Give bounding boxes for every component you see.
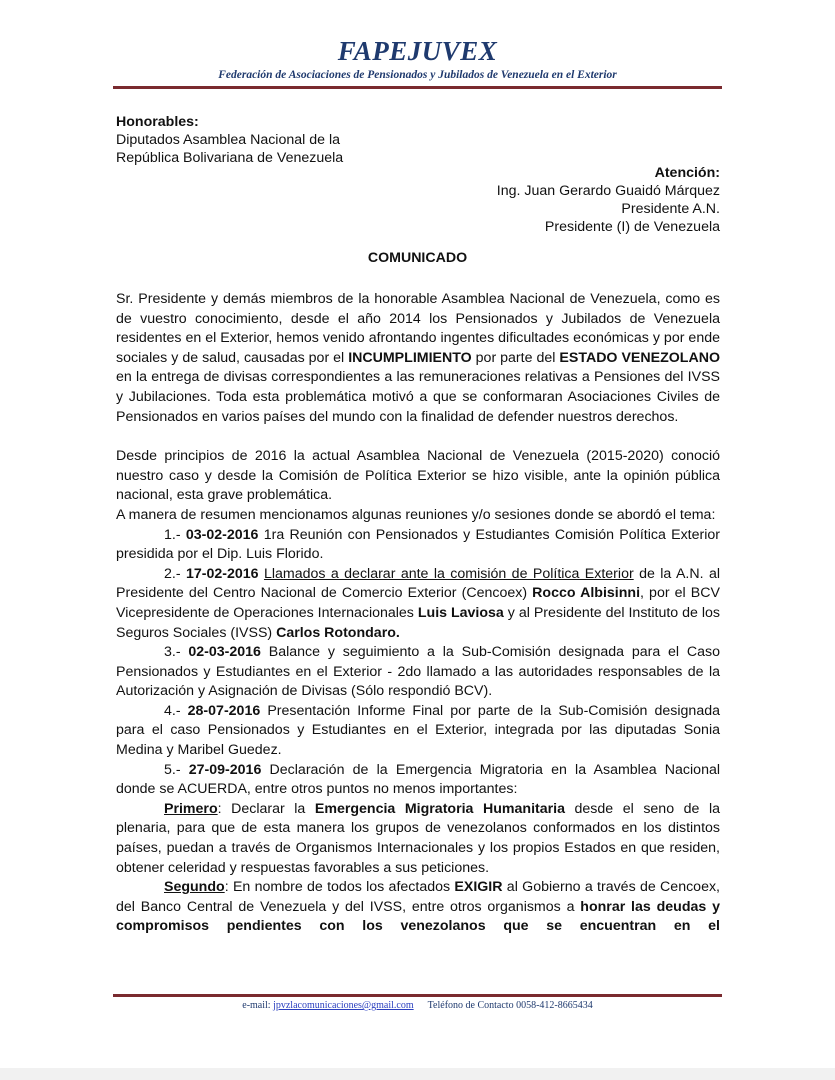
subpoint-primero: Primero: Declarar la Emergencia Migratoria Humanitaria desde el seno de la plenaria, para que de esta manera los grupos de venezolanos conformados en los distintos países, puedan a través de Organismos Internacionales y los propios Estados en que residen, obtener celeridad y respuestas favorables a sus peticiones. xyxy=(116,800,721,876)
letterhead-title: FAPEJUVEX xyxy=(337,36,498,66)
addressee xyxy=(116,113,720,167)
attention-role: Presidente (I) de Venezuela xyxy=(544,219,720,235)
document-title: COMUNICADO xyxy=(367,250,468,266)
footer-divider xyxy=(113,994,722,997)
list-item: 1.- 03-02-2016 1ra Reunión con Pensionados y Estudiantes Comisión Política Exterior presidida por el Dip. Luis Florido. xyxy=(116,526,720,563)
footer-email-link[interactable]: jpvzlacomunicaciones@gmail.com xyxy=(273,1000,414,1011)
scan-bottom-edge xyxy=(0,1068,835,1080)
addressee-line: República Bolivariana de Venezuela xyxy=(116,150,344,166)
list-item: 3.- 02-03-2016 Balance y seguimiento a la Sub-Comisión designada para el Caso Pensionados y Estudiantes en el Exterior - 2do llamado a las autoridades responsables de la Autorización y Asignación de Divisas (Sólo respondió BCV). xyxy=(116,644,720,700)
addressee-heading: Honorables: xyxy=(116,114,199,130)
footer-phone: Teléfono de Contacto 0058-412-8665434 xyxy=(427,1000,593,1011)
attention-name: Ing. Juan Gerardo Guaidó Márquez xyxy=(496,183,720,199)
list-item: 4.- 28-07-2016 Presentación Informe Final por parte de la Sub-Comisión designada para el caso Pensionados y Estudiantes en el Exterior, integrada por las diputadas Sonia Medina y Maribel Guedez. xyxy=(116,702,720,759)
paragraph: Sr. Presidente y demás miembros de la honorable Asamblea Nacional de Venezuela, como es de vuestro conocimiento, desde el año 2014 los Pensionados y Jubilados de Venezuela residentes en el Exterior, hemos venido afrontando ingentes dificultades económicas y por ende sociales y de salud, causadas por el INCUMPLIMIENTO por parte del ESTADO VENEZOLANO en la entrega de divisas correspondientes a las remuneraciones relativas a Pensiones del IVSS y Jubilaciones. Toda esta problemática motivó a que se conformaran Asociaciones Civiles de Pensionados en varios países del mundo con la finalidad de defender nuestros derechos. xyxy=(116,291,720,425)
document-body xyxy=(116,290,720,937)
attention-role: Presidente A.N. xyxy=(621,201,720,217)
list-item: 2.- 17-02-2016 Llamados a declarar ante la comisión de Política Exterior de la A.N. al Presidente del Centro Nacional de Comercio Exterior (Cencoex) Rocco Albisinni, por el BCV Vicepresidente de Operaciones Internacionales Luis Laviosa y al Presidente del Instituto de los Seguros Sociales (IVSS) Carlos Rotondaro. xyxy=(116,565,720,641)
addressee-line: Diputados Asamblea Nacional de la xyxy=(116,132,340,148)
footer xyxy=(0,1000,835,1011)
list-item: 5.- 27-09-2016 Declaración de la Emergencia Migratoria en la Asamblea Nacional donde se ACUERDA, entre otros puntos no menos importantes: xyxy=(116,761,721,798)
paragraph: Desde principios de 2016 la actual Asamblea Nacional de Venezuela (2015-2020) conoció nuestro caso y desde la Comisión de Política Exterior se hizo visible, ante la opinión pública nacional, esta grave problemática. xyxy=(116,448,720,504)
subpoint-segundo: Segundo: En nombre de todos los afectados EXIGIR al Gobierno a través de Cencoex, del Banco Central de Venezuela y del IVSS, entre otros organismos a honrar las deudas y compromisos pendientes con los venezolanos que se encuentran en el xyxy=(116,879,720,935)
letterhead-subtitle: Federación de Asociaciones de Pensionados y Jubilados de Venezuela en el Exterior xyxy=(218,69,617,81)
footer-email-label: e-mail: xyxy=(242,1000,274,1011)
header-divider xyxy=(113,86,722,89)
attention-block xyxy=(497,164,720,236)
attention-heading: Atención: xyxy=(654,165,720,181)
paragraph: A manera de resumen mencionamos algunas reuniones y/o sesiones donde se abordó el tema: xyxy=(116,506,716,523)
